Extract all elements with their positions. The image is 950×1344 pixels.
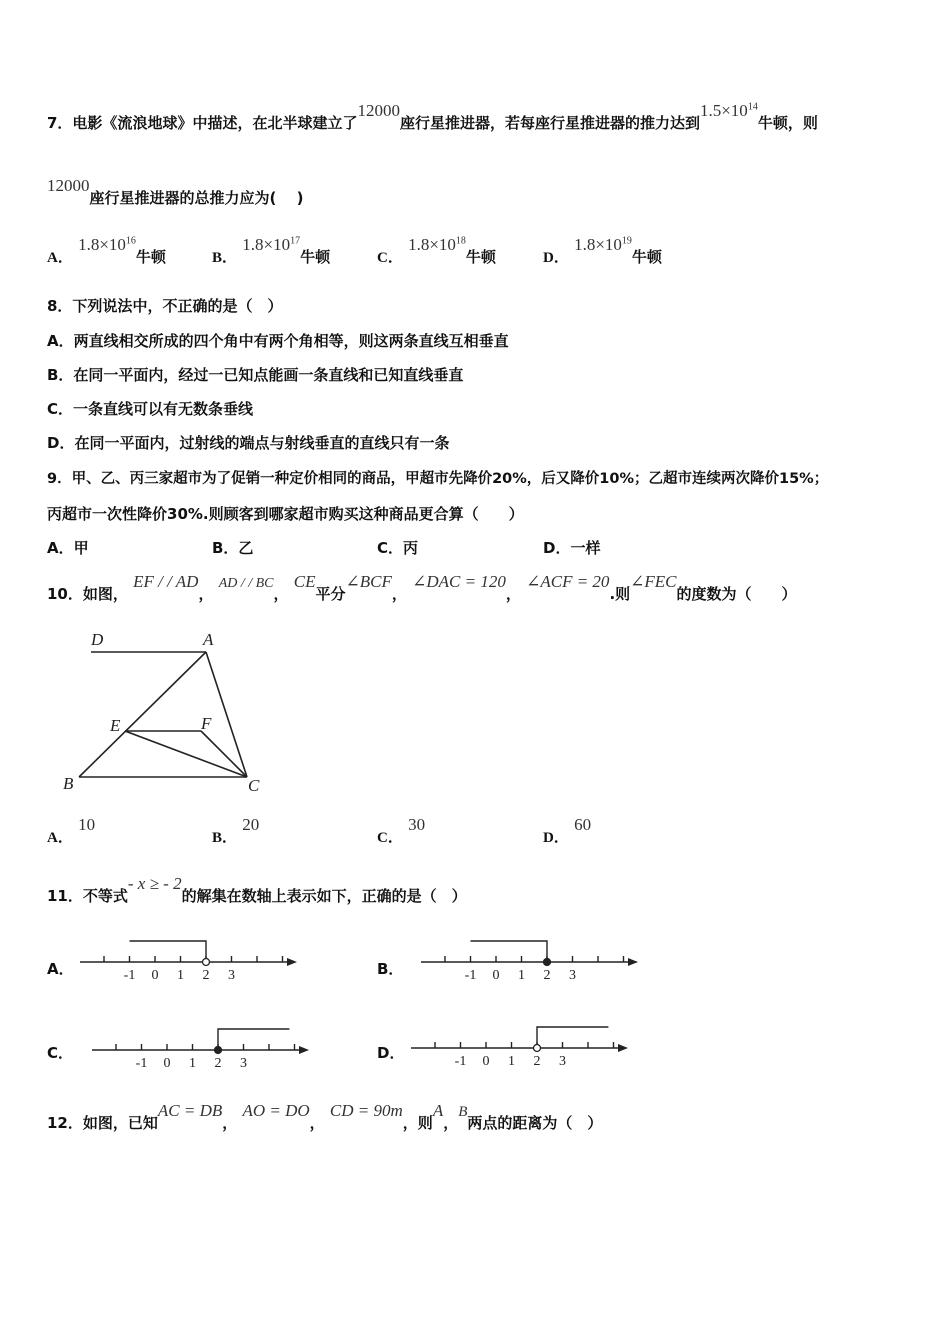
tick-label: 1 bbox=[508, 1054, 515, 1069]
solution-bracket bbox=[471, 941, 548, 962]
tick-label: 3 bbox=[228, 968, 235, 983]
open-point bbox=[203, 959, 210, 966]
q7-option-a[interactable]: A． $1.8\times 10^{16}$牛顿 bbox=[47, 235, 166, 266]
axis-arrow-icon bbox=[287, 958, 297, 966]
q7-line2-count: 12000 bbox=[47, 176, 90, 195]
tick-label: 2 bbox=[202, 968, 210, 983]
q11-stem bbox=[47, 874, 467, 906]
axis-arrow-icon bbox=[299, 1046, 309, 1054]
q10-math-dac: ∠DAC = 120 bbox=[412, 572, 506, 591]
q8-stem: 8．下列说法中，不正确的是（ ） bbox=[47, 297, 283, 315]
q11-option-b-label[interactable]: B． bbox=[377, 960, 404, 978]
q10-option-b[interactable]: B． 20 bbox=[212, 815, 260, 846]
open-point bbox=[534, 1045, 541, 1052]
tick-label: 3 bbox=[240, 1056, 247, 1071]
q10-math-ce: CE bbox=[293, 572, 316, 591]
q7-force: $1.5\times 10^{14}$ bbox=[699, 101, 758, 120]
solution-bracket bbox=[130, 941, 207, 962]
solution-bracket bbox=[218, 1029, 289, 1050]
q11-option-c-label[interactable]: C． bbox=[47, 1044, 74, 1062]
q12-suffix: 两点的距离为（ ） bbox=[467, 1114, 603, 1132]
label-a: A bbox=[203, 630, 214, 649]
q9-stem-line1: 9．甲、乙、丙三家超市为了促销一种定价相同的商品，甲超市先降价20%，后又降价10%；乙超市连续两次降价15%； bbox=[47, 471, 829, 487]
q7-option-c[interactable]: C． $1.8\times 10^{18}$牛顿 bbox=[377, 235, 496, 266]
q7-count: 12000 bbox=[357, 101, 400, 120]
label-f: F bbox=[201, 714, 212, 733]
q9-option-a[interactable]: A．甲 bbox=[47, 539, 89, 557]
q9-option-c[interactable]: C．丙 bbox=[377, 539, 419, 557]
q9-stem-line2: 丙超市一次性降价30%.则顾客到哪家超市购买这种商品更合算（ ） bbox=[47, 505, 524, 523]
q9-option-d[interactable]: D．一样 bbox=[543, 539, 601, 557]
q12-stem: 12．如图，已知AC = DB， AO = DO， CD = 90m，则A，B两点的距离为（ ） bbox=[47, 1101, 603, 1132]
q11-inequality: - x ≥ - 2 bbox=[127, 874, 182, 893]
tick-label: -1 bbox=[464, 968, 477, 983]
q11-prefix: 11．不等式 bbox=[47, 887, 128, 905]
axis-arrow-icon bbox=[628, 958, 638, 966]
q10-stem: 10．如图， EF / / AD， AD / / BC， CE平分∠BCF， ∠DAC = 120， ∠ACF = 20.则∠FEC的度数为（ ） bbox=[47, 572, 797, 603]
q12-math-ao-do: AO = DO bbox=[242, 1101, 310, 1120]
tick-label: 1 bbox=[177, 968, 184, 983]
tick-label: 0 bbox=[492, 968, 500, 983]
q8-option-b[interactable]: B．在同一平面内，经过一已知点能画一条直线和已知直线垂直 bbox=[47, 366, 464, 384]
q8-option-a[interactable]: A．两直线相交所成的四个角中有两个角相等，则这两条直线互相垂直 bbox=[47, 332, 509, 350]
tick-label: -1 bbox=[123, 968, 136, 983]
tick-label: 0 bbox=[482, 1054, 490, 1069]
q10-option-d[interactable]: D． 60 bbox=[543, 815, 592, 846]
tick-label: 3 bbox=[559, 1054, 566, 1069]
q10-prefix: 10．如图， bbox=[47, 585, 128, 603]
q12-math-a: A bbox=[432, 1101, 444, 1120]
tick-label: 0 bbox=[151, 968, 159, 983]
q7-prefix: 7．电影《流浪地球》中描述，在北半球建立了 bbox=[47, 114, 358, 132]
tick-label: 3 bbox=[569, 968, 576, 983]
q7-suffix: 牛顿，则 bbox=[757, 114, 818, 132]
tick-label: 1 bbox=[518, 968, 525, 983]
segment-ac bbox=[206, 652, 247, 777]
q10-math-ad-bc: AD / / BC bbox=[218, 576, 274, 591]
q12-math-ac-db: AC = DB bbox=[157, 1101, 223, 1120]
q10-math-fec: ∠FEC bbox=[630, 572, 677, 591]
closed-point bbox=[544, 959, 551, 966]
q12-math-b: B bbox=[458, 1104, 468, 1120]
tick-label: -1 bbox=[135, 1056, 148, 1071]
q11-option-d-label[interactable]: D． bbox=[377, 1044, 405, 1062]
label-b: B bbox=[63, 774, 74, 793]
q8-option-d[interactable]: D．在同一平面内，过射线的端点与射线垂直的直线只有一条 bbox=[47, 434, 450, 452]
q11-suffix: 的解集在数轴上表示如下，正确的是（ ） bbox=[181, 887, 467, 905]
tick-label: -1 bbox=[454, 1054, 467, 1069]
closed-point bbox=[215, 1047, 222, 1054]
axis-arrow-icon bbox=[618, 1044, 628, 1052]
q10-math-ef-ad: EF / / AD bbox=[133, 572, 199, 591]
q10-figure-lines bbox=[79, 652, 247, 777]
q11-option-c-number-line[interactable] bbox=[87, 1020, 322, 1080]
label-c: C bbox=[248, 776, 260, 795]
q7-option-b[interactable]: B． $1.8\times 10^{17}$牛顿 bbox=[212, 235, 331, 266]
q10-math-bcf: ∠BCF bbox=[345, 572, 392, 591]
q7-line2-text: 座行星推进器的总推力应为( ) bbox=[89, 189, 304, 207]
q7-stem-line1 bbox=[47, 101, 818, 133]
q11-option-a-label[interactable]: A． bbox=[47, 960, 74, 978]
q8-option-c[interactable]: C．一条直线可以有无数条垂线 bbox=[47, 400, 254, 418]
q10-figure bbox=[55, 625, 275, 800]
segment-ec bbox=[125, 731, 247, 777]
q12-prefix: 12．如图，已知 bbox=[47, 1114, 158, 1132]
label-e: E bbox=[110, 716, 121, 735]
solution-bracket bbox=[537, 1027, 608, 1048]
tick-label: 0 bbox=[163, 1056, 171, 1071]
tick-label: 2 bbox=[543, 968, 551, 983]
q10-option-a[interactable]: A． 10 bbox=[47, 815, 96, 846]
tick-label: 1 bbox=[189, 1056, 196, 1071]
q9-option-b[interactable]: B．乙 bbox=[212, 539, 254, 557]
q10-option-c[interactable]: C． 30 bbox=[377, 815, 426, 846]
q12-math-cd: CD = 90m bbox=[329, 1101, 403, 1120]
q11-option-d-number-line[interactable] bbox=[406, 1018, 641, 1078]
tick-label: 2 bbox=[214, 1056, 222, 1071]
q11-option-b-number-line[interactable] bbox=[416, 932, 651, 992]
q7-option-d[interactable]: D． $1.8\times 10^{19}$牛顿 bbox=[543, 235, 662, 266]
tick-label: 2 bbox=[533, 1054, 541, 1069]
segment-ab bbox=[79, 652, 206, 777]
q7-stem-line2 bbox=[47, 176, 304, 208]
q7-mid: 座行星推进器，若每座行星推进器的推力达到 bbox=[399, 114, 700, 132]
q11-option-a-number-line[interactable] bbox=[75, 932, 310, 992]
q10-math-acf: ∠ACF = 20 bbox=[526, 572, 610, 591]
label-d: D bbox=[91, 630, 104, 649]
